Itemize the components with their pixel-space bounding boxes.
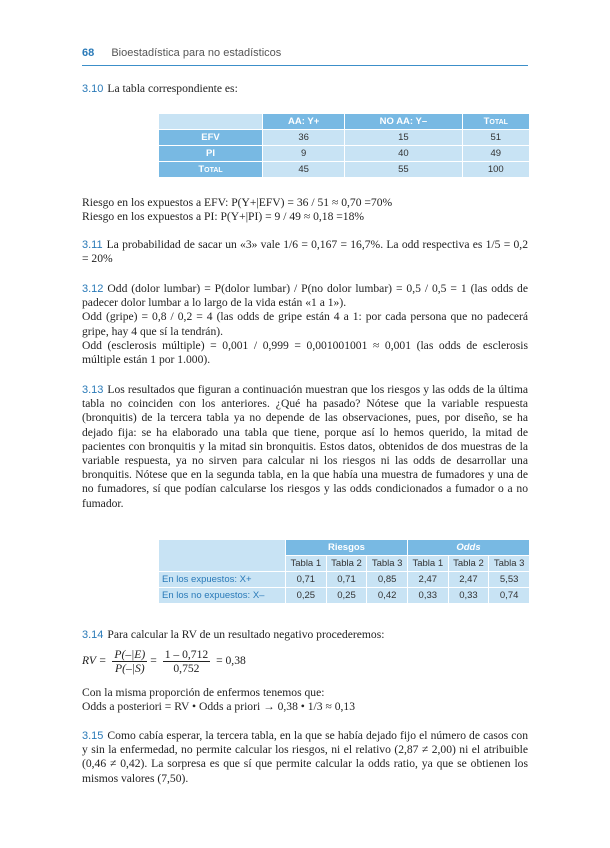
table-cell: 2,47	[407, 572, 448, 588]
table-cell: 0,74	[489, 588, 530, 604]
section-3-12	[82, 282, 528, 367]
section-3-13	[82, 383, 528, 511]
section-number: 3.10	[82, 83, 104, 95]
rv-result: = 0,38	[216, 654, 246, 668]
section-number: 3.12	[82, 283, 104, 295]
col-header: NO AA: Y–	[345, 114, 462, 130]
fraction-1	[112, 648, 147, 675]
risk-efv: Riesgo en los expuestos a EFV: P(Y+|EFV) = 36 / 51 ≈ 0,70 =70%	[82, 196, 393, 209]
contingency-table	[158, 113, 530, 178]
sub-header: Tabla 3	[489, 556, 530, 572]
numerator: 1 – 0,712	[164, 648, 209, 661]
table-cell: 0,42	[367, 588, 408, 604]
page-header	[82, 47, 528, 66]
corner-cell	[159, 114, 263, 130]
col-header: Total	[462, 114, 529, 130]
table-cell: 100	[462, 162, 529, 178]
row-header: Total	[159, 162, 263, 178]
table-cell: 49	[462, 146, 529, 162]
table-cell: 0,25	[326, 588, 367, 604]
row-header: En los no expuestos: X–	[159, 588, 286, 604]
posterior-odds	[82, 686, 528, 714]
sub-header: Tabla 1	[286, 556, 327, 572]
denominator: P(–|S)	[115, 662, 145, 675]
table-cell: 2,47	[448, 572, 489, 588]
table-cell: 40	[345, 146, 462, 162]
table-cell: 15	[345, 130, 462, 146]
posterior-line: Odds a posteriori = RV • Odds a priori → 0,38 • 1/3 ≈ 0,13	[82, 700, 355, 714]
sub-header: Tabla 1	[407, 556, 448, 572]
table-cell: 5,53	[489, 572, 530, 588]
sub-header: Tabla 2	[326, 556, 367, 572]
table-cell: 9	[263, 146, 345, 162]
odd-gripe: Odd (gripe) = 0,8 / 0,2 = 4 (las odds de gripe están 4 a 1: por cada persona que no padecerá gripe, hay 4 que sí la tendrán).	[82, 310, 528, 338]
section-number: 3.11	[82, 239, 103, 251]
odd-lumbar: Odd (dolor lumbar) = P(dolor lumbar) / P(no dolor lumbar) = 0,5 / 0,5 = 1 (las odds de padecer dolor lumbar a lo largo de la vida están «1 a 1»).	[82, 282, 528, 310]
page-number: 68	[82, 47, 95, 59]
table-cell: 0,71	[326, 572, 367, 588]
group-header-riesgos: Riesgos	[286, 540, 408, 556]
denominator: 0,752	[173, 662, 200, 675]
table-cell: 0,25	[286, 588, 327, 604]
running-title: Bioestadística para no estadísticos	[111, 47, 282, 59]
table-cell: 0,33	[448, 588, 489, 604]
table-cell: 36	[263, 130, 345, 146]
odd-esclerosis: Odd (esclerosis múltiple) = 0,001 / 0,999 = 0,001001001 ≈ 0,001 (las odds de esclerosis múltiple están 1 por 1.000).	[82, 338, 528, 367]
table-cell: 0,85	[367, 572, 408, 588]
risk-pi: Riesgo en los expuestos a PI: P(Y+|PI) = 9 / 49 ≈ 0,18 =18%	[82, 210, 365, 224]
numerator: P(–|E)	[114, 648, 146, 661]
table-cell: 51	[462, 130, 529, 146]
rv-label: RV =	[82, 654, 107, 668]
section-text: La tabla correspondiente es:	[107, 82, 238, 95]
col-header: AA: Y+	[263, 114, 345, 130]
sub-header: Tabla 2	[448, 556, 489, 572]
row-header: PI	[159, 146, 263, 162]
section-text: La probabilidad de sacar un «3» vale 1/6 = 0,167 = 16,7%. La odd respectiva es 1/5 = 0,2 = 20%	[82, 238, 528, 266]
table-cell: 0,33	[407, 588, 448, 604]
sub-header: Tabla 3	[367, 556, 408, 572]
section-text: Como cabía esperar, la tercera tabla, en la que se había dejado fijo el número de casos con y sin la enfermedad, no permite calcular los riesgos, ni el relativo (2,87 ≠ 2,00) ni el atribuible (0,46 ≠ 0,42). La sorpresa es que sí que permite calcular la odds ratio, ya que se obtienen los mismos valores (7,50).	[82, 729, 528, 785]
table-cell: 45	[263, 162, 345, 178]
section-text: Los resultados que figuran a continuación muestran que los riesgos y las odds de la última tabla no coinciden con los anteriores. ¿Qué ha pasado? Nótese que la variable respuesta (bronquitis) de la tercera tabla ya no depende de las observaciones, pues, por diseño, se ha dejado fija: se ha elaborado una tabla que tiene, porque así lo hemos querido, la mitad de pacientes con bronquitis y la mitad sin bronquitis. Estos datos, obtenidos de dos muestras de la variable respuesta, ya no sirven para calcular ni los riesgos ni las odds de desarrollar una bronquitis. Nótese que en la segunda tabla, en la que había una muestra de fumadores y una de no fumadores, sí que podían calcularse los riesgos y las odds condicionados a fumador o a no fumador.	[82, 383, 528, 510]
corner-cell	[159, 540, 286, 572]
row-header: En los expuestos: X+	[159, 572, 286, 588]
rv-formula: RV = $\frac{P(-|E)}{P(-|S)}$ = $\frac{1 - 0,712}{0,752}$ = 0,38	[82, 648, 246, 675]
fraction-2	[163, 648, 210, 675]
row-header: EFV	[159, 130, 263, 146]
section-3-10	[82, 82, 528, 96]
table-cell: 0,71	[286, 572, 327, 588]
section-number: 3.13	[82, 384, 104, 396]
proportion-line: Con la misma proporción de enfermos tenemos que:	[82, 686, 325, 699]
group-header-odds: Odds	[407, 540, 529, 556]
table-cell: 55	[345, 162, 462, 178]
section-3-11	[82, 238, 528, 266]
section-number: 3.14	[82, 629, 104, 641]
risks-odds-table	[158, 539, 530, 604]
section-3-15	[82, 729, 528, 786]
risk-lines	[82, 196, 528, 224]
section-3-14	[82, 628, 528, 642]
section-text: Para calcular la RV de un resultado negativo procederemos:	[107, 628, 385, 641]
section-number: 3.15	[82, 730, 104, 742]
